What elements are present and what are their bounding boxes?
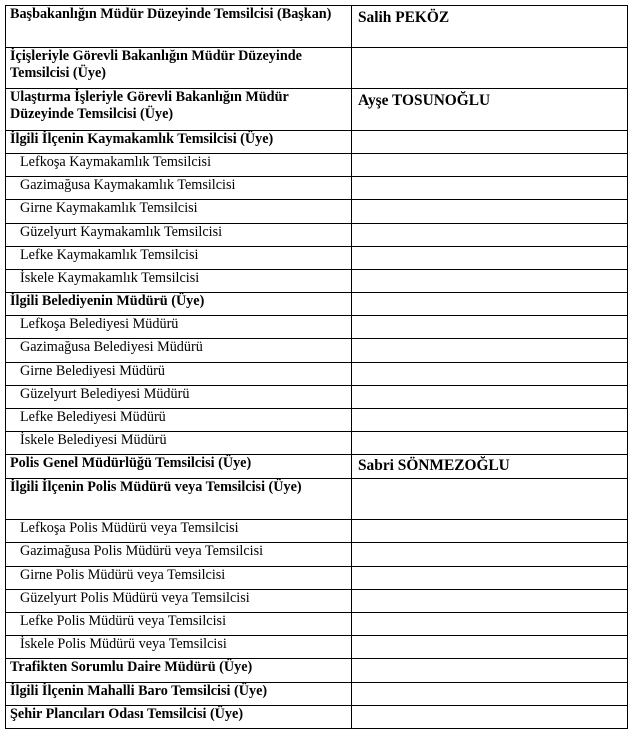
table-row <box>6 659 628 682</box>
role-cell: İskele Belediyesi Müdürü <box>6 432 352 455</box>
role-cell: Şehir Plancıları Odası Temsilcisi (Üye) <box>6 705 352 728</box>
role-cell: Girne Polis Müdürü veya Temsilcisi <box>6 566 352 589</box>
role-cell: Güzelyurt Kaymakamlık Temsilcisi <box>6 223 352 246</box>
table-row <box>6 612 628 635</box>
role-cell: Gazimağusa Polis Müdürü veya Temsilcisi <box>6 543 352 566</box>
member-name-cell <box>352 223 628 246</box>
member-name-cell: Salih PEKÖZ <box>352 6 628 48</box>
role-cell: İskele Polis Müdürü veya Temsilcisi <box>6 636 352 659</box>
role-cell: Güzelyurt Belediyesi Müdürü <box>6 385 352 408</box>
table-row <box>6 246 628 269</box>
member-name-cell <box>352 636 628 659</box>
member-name-cell <box>352 543 628 566</box>
member-name-cell <box>352 47 628 89</box>
role-cell: Polis Genel Müdürlüğü Temsilcisi (Üye) <box>6 455 352 478</box>
table-body <box>6 6 628 729</box>
table-row <box>6 455 628 478</box>
member-name-cell <box>352 177 628 200</box>
member-name-cell: Sabri SÖNMEZOĞLU <box>352 455 628 478</box>
role-cell: İlgili İlçenin Polis Müdürü veya Temsilcisi (Üye) <box>6 478 352 520</box>
member-name-cell <box>352 130 628 153</box>
table-row <box>6 339 628 362</box>
member-name-cell <box>352 432 628 455</box>
member-name-cell <box>352 153 628 176</box>
table-row <box>6 269 628 292</box>
table-row <box>6 705 628 728</box>
table-row <box>6 223 628 246</box>
member-name-cell <box>352 316 628 339</box>
member-name-cell <box>352 566 628 589</box>
member-name-cell <box>352 612 628 635</box>
role-cell: Lefkoşa Belediyesi Müdürü <box>6 316 352 339</box>
role-cell: İlgili İlçenin Kaymakamlık Temsilcisi (Üye) <box>6 130 352 153</box>
role-cell: Girne Belediyesi Müdürü <box>6 362 352 385</box>
member-name-cell <box>352 246 628 269</box>
member-name-cell <box>352 269 628 292</box>
role-cell: İskele Kaymakamlık Temsilcisi <box>6 269 352 292</box>
table-row <box>6 520 628 543</box>
role-cell: İlgili İlçenin Mahalli Baro Temsilcisi (Üye) <box>6 682 352 705</box>
member-name-cell <box>352 589 628 612</box>
member-name-cell <box>352 705 628 728</box>
role-cell: Girne Kaymakamlık Temsilcisi <box>6 200 352 223</box>
table-row <box>6 153 628 176</box>
role-cell: İçişleriyle Görevli Bakanlığın Müdür Düzeyinde Temsilcisi (Üye) <box>6 47 352 89</box>
member-name-cell <box>352 293 628 316</box>
member-name-cell <box>352 339 628 362</box>
role-cell: Güzelyurt Polis Müdürü veya Temsilcisi <box>6 589 352 612</box>
table-row <box>6 432 628 455</box>
member-name-cell <box>352 362 628 385</box>
role-cell: Gazimağusa Belediyesi Müdürü <box>6 339 352 362</box>
table-row <box>6 130 628 153</box>
table-row <box>6 316 628 339</box>
member-name-cell <box>352 520 628 543</box>
table-row <box>6 200 628 223</box>
table-row <box>6 293 628 316</box>
role-cell: Lefke Kaymakamlık Temsilcisi <box>6 246 352 269</box>
table-row <box>6 362 628 385</box>
role-cell: Ulaştırma İşleriyle Görevli Bakanlığın Müdür Düzeyinde Temsilcisi (Üye) <box>6 89 352 131</box>
member-name-cell <box>352 659 628 682</box>
table-row <box>6 385 628 408</box>
member-name-cell <box>352 200 628 223</box>
role-cell: Gazimağusa Kaymakamlık Temsilcisi <box>6 177 352 200</box>
member-name-cell: Ayşe TOSUNOĞLU <box>352 89 628 131</box>
table-row <box>6 566 628 589</box>
table-row <box>6 177 628 200</box>
table-row <box>6 589 628 612</box>
member-name-cell <box>352 478 628 520</box>
role-cell: Trafikten Sorumlu Daire Müdürü (Üye) <box>6 659 352 682</box>
table-row <box>6 543 628 566</box>
role-cell: Başbakanlığın Müdür Düzeyinde Temsilcisi (Başkan) <box>6 6 352 48</box>
table-row <box>6 6 628 48</box>
role-cell: Lefkoşa Kaymakamlık Temsilcisi <box>6 153 352 176</box>
role-cell: Lefkoşa Polis Müdürü veya Temsilcisi <box>6 520 352 543</box>
role-cell: Lefke Belediyesi Müdürü <box>6 409 352 432</box>
table-row <box>6 89 628 131</box>
member-name-cell <box>352 409 628 432</box>
table-row <box>6 682 628 705</box>
role-cell: Lefke Polis Müdürü veya Temsilcisi <box>6 612 352 635</box>
table-row <box>6 409 628 432</box>
committee-members-table <box>5 5 628 729</box>
member-name-cell <box>352 385 628 408</box>
table-row <box>6 636 628 659</box>
table-row <box>6 478 628 520</box>
member-name-cell <box>352 682 628 705</box>
table-row <box>6 47 628 89</box>
role-cell: İlgili Belediyenin Müdürü (Üye) <box>6 293 352 316</box>
